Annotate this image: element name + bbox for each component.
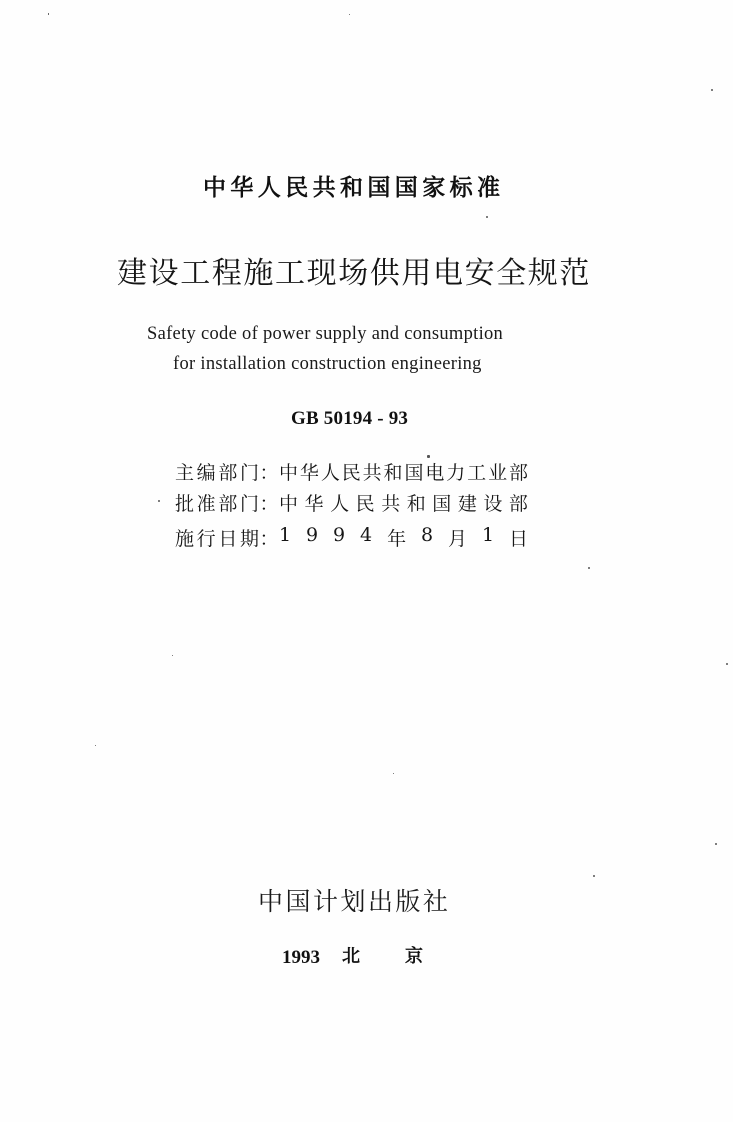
label-char: 批 (175, 493, 195, 515)
value-char: 部 (508, 462, 528, 484)
publisher-char: 出 (367, 887, 393, 916)
label-char: 部 (218, 493, 238, 515)
value-char: 国 (432, 493, 452, 515)
info-value (279, 458, 528, 485)
value-char: 设 (483, 493, 503, 515)
value-char: 国 (404, 462, 424, 484)
value-char: 工 (467, 462, 487, 484)
scan-speck (715, 843, 717, 845)
scan-speck (711, 89, 713, 91)
value-char: 华 (299, 462, 319, 484)
info-row-editor (175, 456, 528, 487)
value-char: 部 (508, 493, 528, 515)
scan-speck (593, 875, 595, 877)
publication-city-char-1: 北 (342, 946, 360, 967)
value-char: 建 (457, 493, 477, 515)
value-char: 8 (421, 524, 434, 546)
scan-speck (486, 216, 488, 218)
label-char: 部 (218, 462, 238, 484)
title-english-line-1: Safety code of power supply and consumption (147, 324, 504, 344)
value-char: 共 (362, 462, 382, 484)
publication-city-char-2: 京 (405, 946, 423, 967)
scan-speck (726, 663, 728, 665)
scan-speck (349, 14, 350, 15)
value-char: 业 (488, 462, 508, 484)
info-label (175, 458, 259, 485)
publisher-char: 中 (258, 887, 284, 916)
label-char: 门 (239, 493, 259, 515)
publisher-char: 社 (422, 887, 448, 916)
value-char: 中 (279, 493, 299, 515)
standard-code: GB 50194 - 93 (291, 408, 409, 429)
info-colon: ： (259, 462, 279, 484)
info-label (175, 489, 259, 516)
info-block (175, 456, 528, 553)
title-chinese: 建设工程施工现场供用电安全规范 (117, 256, 591, 291)
value-char: 1 (481, 524, 495, 546)
value-char: 9 (306, 524, 319, 546)
scan-speck (393, 773, 394, 774)
publisher-char: 国 (285, 887, 311, 916)
value-char: 月 (448, 528, 468, 550)
scan-speck (172, 655, 173, 656)
info-row-approver (175, 487, 528, 518)
info-value (279, 489, 528, 516)
value-char: 年 (387, 528, 407, 550)
publisher-char: 划 (340, 887, 366, 916)
value-char: 和 (383, 462, 403, 484)
value-char: 力 (446, 462, 466, 484)
value-char: 电 (425, 462, 445, 484)
publisher-char: 计 (312, 887, 338, 916)
title-english-line-2: for installation construction engineering (173, 354, 482, 374)
label-char: 期 (239, 528, 259, 550)
value-char: 1 (279, 524, 292, 546)
value-char: 中 (279, 462, 299, 484)
value-char: 日 (508, 528, 528, 550)
value-char: 人 (330, 493, 350, 515)
national-standard-heading: 中华人民共和国国家标准 (203, 175, 505, 201)
value-char: 人 (320, 462, 340, 484)
value-char: 民 (341, 462, 361, 484)
info-label (175, 524, 259, 551)
publication-year: 1993 (282, 947, 320, 968)
scan-speck (158, 500, 160, 502)
scan-speck (95, 745, 96, 746)
label-char: 主 (175, 462, 195, 484)
value-char: 9 (333, 524, 346, 546)
value-char: 华 (304, 493, 324, 515)
scan-speck (588, 567, 590, 569)
info-row-effective-date (175, 522, 528, 553)
label-char: 门 (239, 462, 259, 484)
label-char: 编 (196, 462, 216, 484)
value-char: 共 (381, 493, 401, 515)
label-char: 施 (175, 528, 195, 550)
scan-speck (427, 455, 430, 458)
value-char: 和 (406, 493, 426, 515)
info-colon: ： (259, 528, 279, 550)
label-char: 准 (196, 493, 216, 515)
label-char: 行 (196, 528, 216, 550)
value-char: 民 (355, 493, 375, 515)
scan-speck (48, 13, 49, 15)
label-char: 日 (218, 528, 238, 550)
publisher-name (258, 884, 448, 920)
value-char: 4 (360, 524, 373, 546)
publisher-char: 版 (395, 887, 421, 916)
info-value (279, 524, 528, 551)
info-colon: ： (259, 493, 279, 515)
